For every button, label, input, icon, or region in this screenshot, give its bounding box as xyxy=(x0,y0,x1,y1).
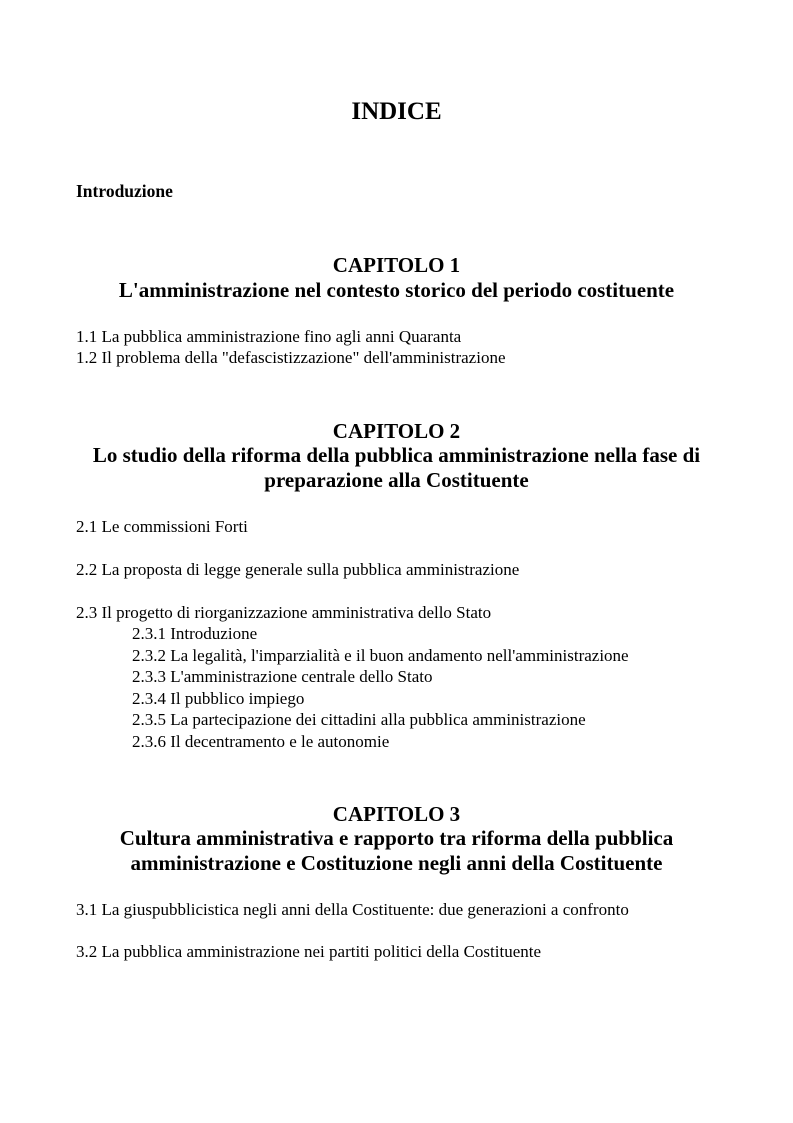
toc-section-2-2: 2.2 La proposta di legge generale sulla pubblica amministrazione xyxy=(76,560,520,579)
toc-subsection-2-3-5: 2.3.5 La partecipazione dei cittadini alla pubblica amministrazione xyxy=(132,710,586,729)
toc-subsection-2-3-1: 2.3.1 Introduzione xyxy=(132,624,258,643)
chapter-2-title-line-2: preparazione alla Costituente xyxy=(264,468,529,492)
toc-section-1-1: 1.1 La pubblica amministrazione fino agli anni Quaranta xyxy=(76,327,462,346)
page-title: INDICE xyxy=(351,98,442,125)
toc-section-2-3: 2.3 Il progetto di riorganizzazione amministrativa dello Stato xyxy=(76,603,492,622)
chapter-3-heading: CAPITOLO 3 xyxy=(332,802,461,826)
chapter-1-heading: CAPITOLO 1 xyxy=(332,253,461,277)
toc-subsection-2-3-4: 2.3.4 Il pubblico impiego xyxy=(132,689,305,708)
toc-subsection-2-3-2: 2.3.2 La legalità, l'imparzialità e il buon andamento nell'amministrazione xyxy=(132,646,629,665)
toc-subsection-2-3-6: 2.3.6 Il decentramento e le autonomie xyxy=(132,732,390,751)
chapter-3-title-line-2: amministrazione e Costituzione negli anni della Costituente xyxy=(130,851,663,875)
toc-section-1-2: 1.2 Il problema della "defascistizzazione" dell'amministrazione xyxy=(76,348,506,367)
toc-introduzione: Introduzione xyxy=(76,181,173,201)
chapter-1-title: L'amministrazione nel contesto storico del periodo costituente xyxy=(118,278,675,302)
toc-section-3-2: 3.2 La pubblica amministrazione nei partiti politici della Costituente xyxy=(76,942,542,961)
chapter-3-title-line-1: Cultura amministrativa e rapporto tra riforma della pubblica xyxy=(119,826,674,850)
chapter-2-title-line-1: Lo studio della riforma della pubblica amministrazione nella fase di xyxy=(92,443,701,467)
chapter-2-heading: CAPITOLO 2 xyxy=(332,419,461,443)
toc-section-3-1: 3.1 La giuspubblicistica negli anni della Costituente: due generazioni a confronto xyxy=(76,900,629,919)
toc-section-2-1: 2.1 Le commissioni Forti xyxy=(76,517,248,536)
toc-subsection-2-3-3: 2.3.3 L'amministrazione centrale dello Stato xyxy=(132,667,433,686)
